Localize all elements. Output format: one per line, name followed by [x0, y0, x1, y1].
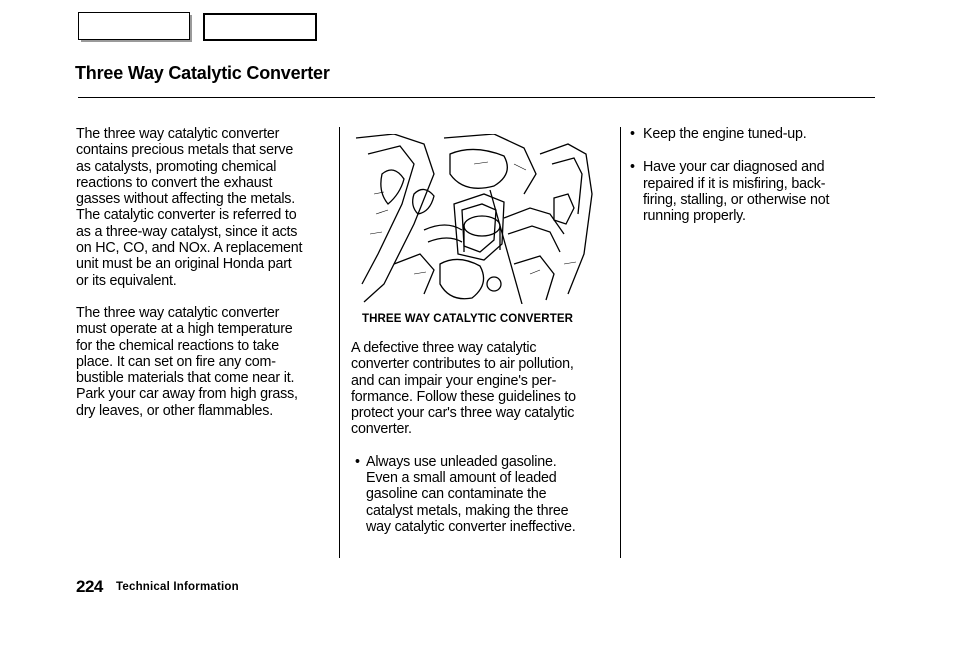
defective-converter-paragraph: A defective three way catalytic converter contributes to air pollution, and can impair your engine's per- formance. Follow these guidelines to protect your car's three way catalytic converter. — [351, 340, 576, 438]
section-label: Technical Information — [116, 581, 239, 593]
title-rule — [78, 97, 875, 98]
column-divider — [339, 127, 340, 558]
temperature-paragraph: The three way catalytic converter must operate at a high temperature for the chemical reactions to take place. It can set on fire any com- bustible materials that come near it. Park your car away from high grass, dry leaves, or other flammables. — [76, 304, 298, 419]
figure-caption: THREE WAY CATALYTIC CONVERTER — [362, 313, 573, 325]
previous-page-button[interactable] — [78, 12, 190, 40]
page-number: 224 — [76, 577, 103, 596]
bullet-engine-tuned: • Keep the engine tuned-up. — [630, 126, 870, 142]
page-title: Three Way Catalytic Converter — [75, 63, 330, 83]
column-divider — [620, 127, 621, 558]
column-middle — [351, 340, 611, 535]
next-page-button[interactable] — [203, 13, 317, 41]
catalytic-converter-illustration — [354, 134, 600, 304]
bullet-diagnose-repair: • Have your car diagnosed and repaired if it is misfiring, back- firing, stalling, or otherwise not running properly. — [630, 159, 870, 224]
column-left — [76, 126, 334, 419]
column-right — [630, 126, 870, 224]
bullet-unleaded-gasoline: • Always use unleaded gasoline. Even a small amount of leaded gasoline can contaminate the catalyst metals, making the three way catalytic converter ineffective. — [351, 454, 611, 535]
intro-paragraph: The three way catalytic converter contains precious metals that serve as catalysts, promoting chemical reactions to convert the exhaust gasses without affecting the metals. The catalytic converter is referred to as a three-way catalyst, since it acts on HC, CO, and NOx. A replacement unit must be an original Honda part or its equivalent. — [76, 126, 303, 289]
